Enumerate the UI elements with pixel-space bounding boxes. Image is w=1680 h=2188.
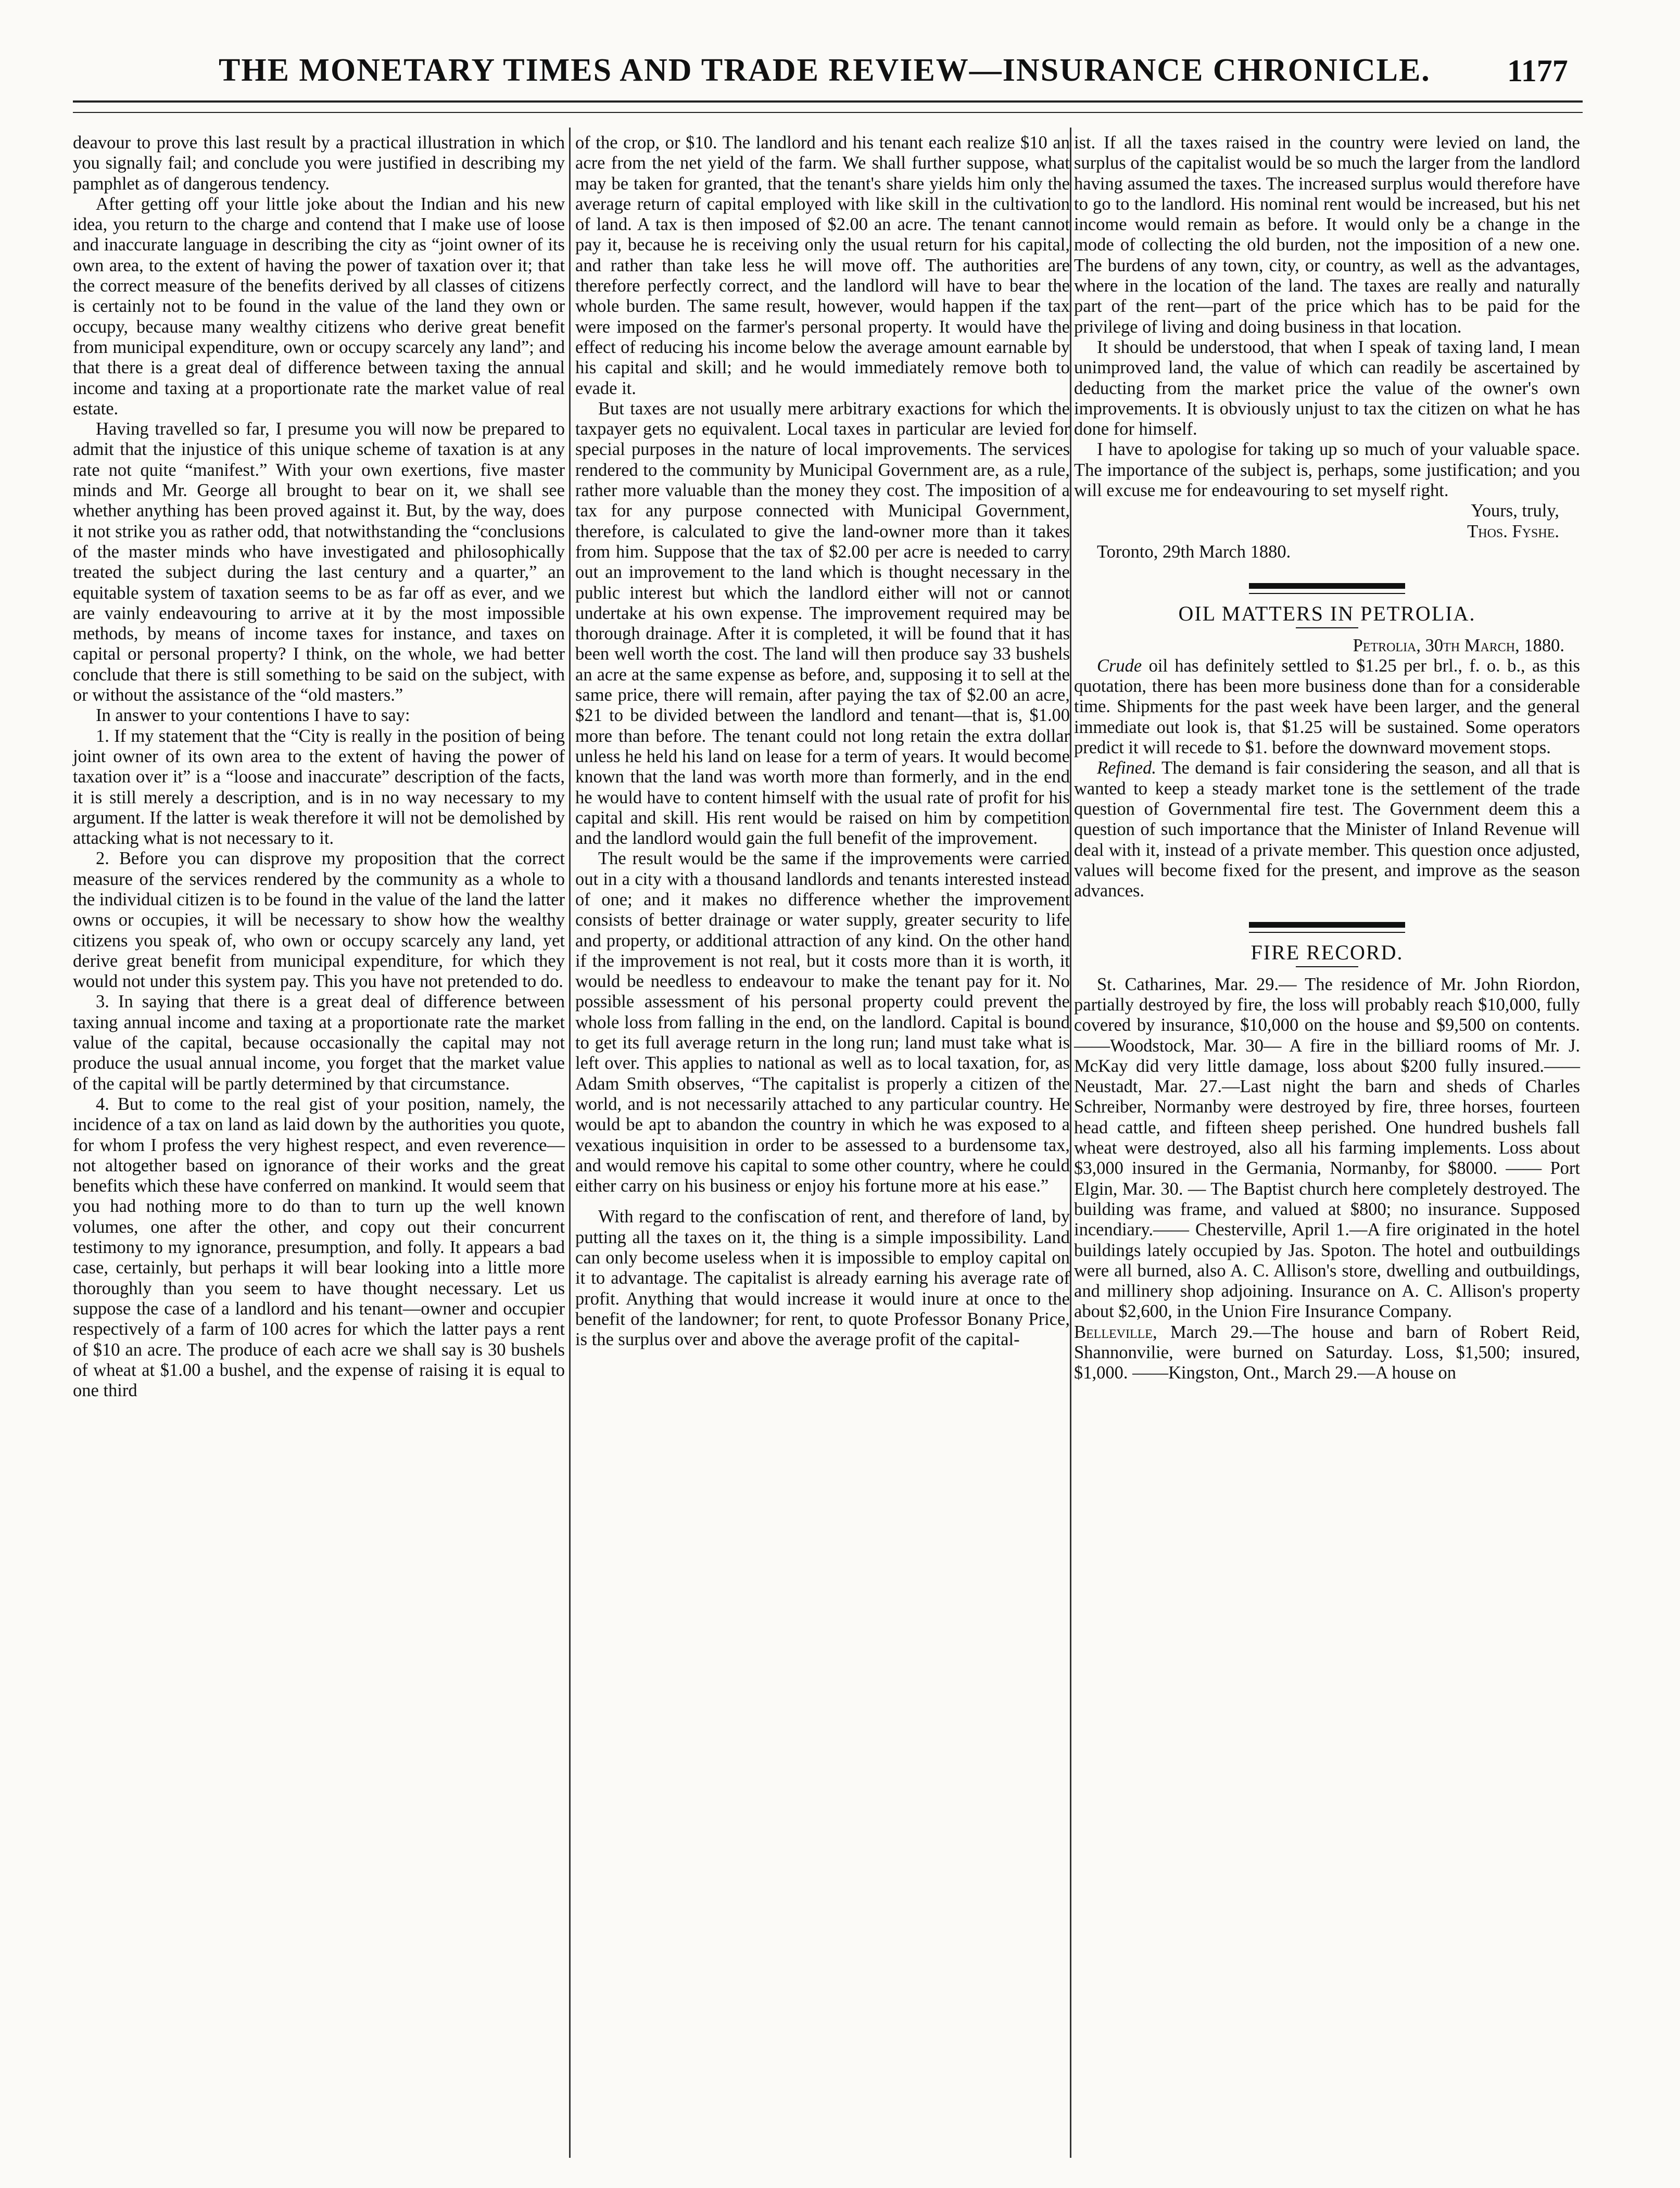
col1-paragraph-2: After getting off your little joke about the Indian and his new idea, you return to the charge and contend that I make use of loose and inaccurate language in describing the city as “joint owner of its own area, to the extent of having the power of taxation over it; that the correct measure of the benefits derived by all classes of citizens is certainly not to be found in the value of the land they own or occupy, because many wealthy citizens who derive great benefit from municipal expenditure, own or occupy scarcely any land”; and that there is a great deal of difference between taxing the annual income and taxing at a proportionate rate the market value of real estate. [73, 194, 565, 419]
col1-paragraph-6: 2. Before you can disprove my proposition that the correct measure of the services rendered by the community as a whole to the individual citizen is to be found in the value of the land the latter owns or occupies, it will be necessary to show how the wealthy citizens you speak of, who own or occupy scarcely any land, yet derive great benefit from municipal expenditure, for which they would not under this system pay. This you have not pretended to do. [73, 849, 565, 992]
page-header [0, 52, 1680, 104]
column-2 [575, 133, 1070, 1350]
letter-dateline: Toronto, 29th March 1880. [1097, 541, 1291, 562]
fire-belleville-text: March 29.—The house and barn of Robert Reid, Shannonvilie, were burned on Saturday. Loss, $1,500; insured, $1,000. ——Kingston, Ont., March 29.—A house on [1074, 1322, 1580, 1383]
col1-paragraph-7: 3. In saying that there is a great deal of difference between taxing annual income and taxing at a proportionate rate the market value of the capital, because occasionally the capital may not produce the usual annual income, you forget that the market value of the capital will be partly determined by that circumstance. [73, 992, 565, 1094]
col2-paragraph-4: With regard to the confiscation of rent, and therefore of land, by putting all the taxes on it, the thing is a simple impossibility. Land can only become useless when it is impossible to employ capital on it to advantage. The capitalist is already earning his average rate of profit. Anything that would increase it would inure at once to the benefit of the landowner; for rent, to quote Professor Bonany Price, is the surplus over and above the average profit of the capital- [575, 1207, 1070, 1350]
page-number: 1177 [1507, 54, 1568, 88]
section-rule-thin-2 [1249, 932, 1405, 933]
oil-paragraph-refined [1074, 758, 1580, 901]
col2-paragraph-3: The result would be the same if the improvements were carried out in a city with a thousand landlords and tenants interested instead of one; and it makes no difference whether the improvement consists of better drainage or water supply, greater security to life and property, or additional attraction of any kind. On the other hand if the improvement is not real, but it costs more than it is worth, it would be needless to endeavour to make the tenant pay for it. No possible assessment of his personal property could prevent the whole loss from falling in the end, on the landlord. Capital is bound to get its full average return in the long run; land must take what is left over. This applies to national as well as to local taxation, for, as Adam Smith observes, “The capitalist is properly a citizen of the world, and is not necessarily attached to any particular country. He would be apt to abandon the country in which he was exposed to a vexatious inquisition in order to be assessed to a burdensome tax, and would remove his capital to some other country, where he could either carry on his business or enjoy his fortune more at his ease.” [575, 849, 1070, 1196]
col1-paragraph-5: 1. If my statement that the “City is really in the position of being joint owner of its own area to the extent of having the power of taxation over it” is a “loose and inaccurate” description of the facts, it is still merely a description, and is in no way necessary to my argument. If the latter is weak therefore it will not be demolished by attacking what is not necessary to it. [73, 726, 565, 849]
col1-paragraph-8: 4. But to come to the real gist of your position, namely, the incidence of a tax on land as laid down by the authorities you quote, for whom I profess the very highest respect, and even reverence—not altogether based on ignorance of their works and the great benefits which these have conferred on mankind. It would seem that you had nothing more to do than to turn up the well known volumes, one after the other, and copy out their concurrent testimony to my ignorance, presumption, and folly. It appears a bad case, certainly, but perhaps it will bear looking into a little more thoroughly than you seem to have thought necessary. Let us suppose the case of a landlord and his tenant—owner and occupier respectively of a farm of 100 acres for which the latter pays a rent of $10 an acre. The produce of each acre we shall say is 30 bushels of wheat at $1.00 a bushel, and the expense of raising it is equal to one third [73, 1094, 565, 1401]
oil-refined-text: The demand is fair considering the season, and all that is wanted to keep a steady market tone is the settlement of the trade question of Governmental fire test. The Government deem this a question of such importance that the Minister of Inland Revenue will deal with it, instead of a private member. This question once adjusted, values will become fixed for the present, and improve as the season advances. [1074, 758, 1580, 901]
oil-refined-label: Refined. [1097, 758, 1156, 778]
col1-paragraph-4: In answer to your contentions I have to say: [96, 705, 410, 726]
col2-paragraph-1: of the crop, or $10. The landlord and his tenant each realize $10 an acre from the net yield of the farm. We shall further suppose, what may be taken for granted, that the tenant's share yields him only the average return of capital employed with like skill in the cultivation of land. A tax is then imposed of $2.00 an acre. The tenant cannot pay it, because he is receiving only the usual return for his capital, and rather than take less he will move off. The authorities are therefore perfectly correct, and the landlord will have to bear the whole burden. The same result, however, would happen if the tax were imposed on the farmer's personal property. It would have the effect of reducing his income below the average amount earnable by his capital and skill; and he would immediately remove both to evade it. [575, 133, 1070, 398]
col1-paragraph-1: deavour to prove this last result by a practical illustration in which you signally fail; and conclude you were justified in describing my pamphlet as of dangerous tendency. [73, 133, 565, 194]
column-divider-1 [569, 128, 571, 2158]
col3-paragraph-2: It should be understood, that when I speak of taxing land, I mean unimproved land, the value of which can readily be ascertained by deducting from the market price the value of the owner's own improvements. It is obviously unjust to tax the citizen on what he has done for himself. [1074, 337, 1580, 439]
col3-paragraph-3: I have to apologise for taking up so much of your valuable space. The importance of the subject is, perhaps, some justification; and you will excuse me for endeavouring to set myself right. [1074, 439, 1580, 501]
header-rule-bottom [73, 112, 1583, 113]
fire-paragraph-2 [1074, 1322, 1580, 1384]
oil-title-rule [1296, 627, 1358, 628]
section-rule-thick [1249, 583, 1405, 589]
section-rule-thin [1249, 593, 1405, 594]
header-rule-top [73, 100, 1583, 103]
fire-title-rule [1296, 966, 1358, 967]
letter-closing: Yours, truly, [1471, 501, 1559, 521]
column-divider-2 [1070, 128, 1071, 2158]
column-1 [73, 133, 565, 1401]
publication-title: THE MONETARY TIMES AND TRADE REVIEW—INSURANCE CHRONICLE. [219, 53, 1431, 88]
column-3 [1074, 133, 1580, 1384]
letter-signature: Thos. Fyshe. [1467, 521, 1559, 541]
fire-section-title: FIRE RECORD. [1250, 941, 1404, 965]
fire-paragraph-1: St. Catharines, Mar. 29.— The residence of Mr. John Riordon, partially destroyed by fire, the loss will probably reach $10,000, fully covered by insurance, $10,000 on the house and $9,500 on contents.——Woodstock, Mar. 30— A fire in the billiard rooms of Mr. J. McKay did very little damage, loss about $200 fully insured.——Neustadt, Mar. 27.—Last night the barn and sheds of Charles Schreiber, Normanby were destroyed by fire, three horses, fourteen head cattle, and fifteen sheep perished. One hundred bushels fall wheat were destroyed, also all his farming implements. Loss about $3,000 insured in the Germania, Normanby, for $8000. —— Port Elgin, Mar. 30. — The Baptist church here completely destroyed. The building was frame, and valued at $800; no insurance. Supposed incendiary.—— Chesterville, April 1.—A fire originated in the hotel buildings lately occupied by Jas. Spoton. The hotel and outbuildings were all burned, also A. C. Allison's store, dwelling and outbuildings, and millinery shop adjoining. Insurance on A. C. Allison's property about $2,600, in the Union Fire Insurance Company. [1074, 974, 1580, 1322]
oil-crude-label: Crude [1097, 655, 1142, 676]
col1-paragraph-3: Having travelled so far, I presume you will now be prepared to admit that the injustice of this unique scheme of taxation is at any rate not quite “manifest.” With your own exertions, five master minds and Mr. George all brought to bear on it, we shall see whether anything has been proved against it. But, by the way, does it not strike you as rather odd, that notwithstanding the “conclusions of the master minds who have investigated and philosophically treated the subject during the last century and a quarter,” an equitable system of taxation seems to be as far off as ever, and we are vainly endeavouring to arrive at it by the most impossible methods, by means of income taxes for instance, and taxes on capital or personal property? I think, on the whole, we had better conclude that there is still something to be said on the subject, with or without the assistance of the “old masters.” [73, 419, 565, 705]
section-rule-thick-2 [1249, 922, 1405, 928]
oil-section-title: OIL MATTERS IN PETROLIA. [1178, 602, 1476, 626]
oil-paragraph-crude [1074, 656, 1580, 758]
col2-paragraph-2: But taxes are not usually mere arbitrary exactions for which the taxpayer gets no equivalent. Local taxes in particular are levied for special purposes in the nature of local improvements. The services rendered to the community by Municipal Government are, as a rule, rather more valuable than the money they cost. The imposition of a tax for any purpose connected with Municipal Government, therefore, is calculated to give the land-owner more than it takes from him. Suppose that the tax of $2.00 per acre is needed to carry out an improvement to the land which is thought necessary in the public interest but which the landlord either will not or cannot undertake at his own expense. The improvement required may be thorough drainage. After it is completed, it will be found that it has been well worth the cost. The land will then produce say 33 bushels an acre at the same expense as before, and, supposing it to sell at the same price, there will remain, after paying the tax of $2.00 an acre, $21 to be divided between the landlord and tenant—that is, $1.00 more than before. The tenant could not long retain the extra dollar unless he held his land on lease for a term of years. It would become known that the land was worth more than formerly, and in the end he would have to content himself with the usual rate of profit for his capital and skill. His rent would be raised on him by competition and the landlord would gain the full benefit of the improvement. [575, 398, 1070, 849]
oil-crude-text: oil has definitely settled to $1.25 per brl., f. o. b., as this quotation, there has been more business done than for a considerable time. Shipments for the past week have been larger, and the general immediate out look is, that $1.25 will be sustained. Some operators predict it will recede to $1. before the downward movement stops. [1074, 655, 1580, 758]
oil-dateline: Petrolia, 30th March, 1880. [1353, 635, 1564, 655]
col3-paragraph-1: ist. If all the taxes raised in the country were levied on land, the surplus of the capitalist would be so much the larger from the landlord having assumed the taxes. The increased surplus would therefore have to go to the landlord. His nominal rent would be increased, but his net income would remain as before. It would only be a change in the mode of collecting the old burden, not the imposition of a new one. The burdens of any town, city, or country, as well as the advantages, where in the location of the land. The taxes are really and naturally part of the rent—part of the price which has to be paid for the privilege of living and doing business in that location. [1074, 133, 1580, 337]
fire-belleville-label: Belleville, [1074, 1322, 1157, 1342]
